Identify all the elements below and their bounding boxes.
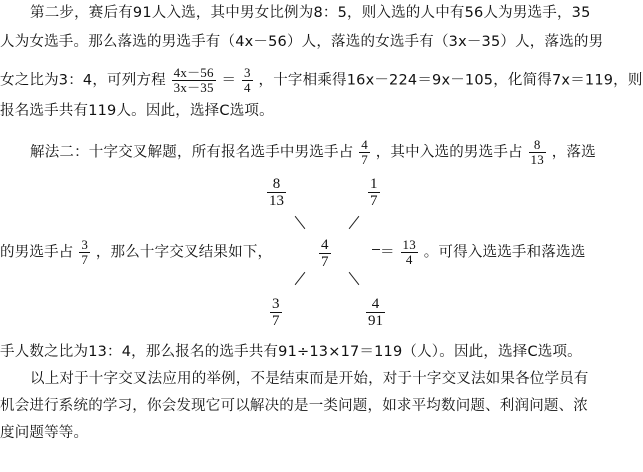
equation-fraction-left	[172, 66, 216, 95]
cross-center-numerator: 4	[321, 237, 329, 253]
cross-stroke-bottom-left	[295, 272, 306, 285]
cross-stroke-bottom-right	[349, 272, 360, 285]
selected-male-denominator: 13	[530, 152, 544, 167]
p2-line1-text-b: ，其中入选的男选手占	[375, 144, 523, 161]
cross-stroke-top-left	[295, 216, 306, 229]
p2-line2-right	[380, 238, 585, 267]
p2-line1-text-c: ，落选	[551, 144, 596, 161]
p1-line3-text-a: 女之比为3：4，可列方程	[0, 72, 166, 89]
cross-top-right-numerator: 1	[370, 176, 378, 192]
male-share-numerator: 4	[361, 137, 368, 152]
p1-line2: 人为女选手。那么落选的男选手有（4x－56）人，落选的女选手有（3x－35）人，落选的男	[0, 34, 604, 50]
p3-line3: 度问题等等。	[0, 425, 89, 441]
cross-center-denominator: 7	[321, 254, 329, 270]
cross-bottom-right-fraction	[366, 296, 385, 329]
p1-line3	[0, 66, 643, 95]
p2-line2-left	[0, 238, 272, 267]
p3-line1: 以上对于十字交叉法应用的举例，不是结束而是开始，对于十字交叉法如果各位学员有	[30, 371, 589, 387]
ratio-result-numerator: 13	[402, 237, 416, 252]
cross-bottom-right-numerator: 4	[366, 296, 385, 313]
eq-numerator: 4x－56	[173, 65, 214, 80]
p2-line2-text-a: 的男选手占	[0, 244, 74, 261]
p3-line2: 机会进行系统的学习，你会发现它可以解决的是一类问题，如求平均数问题、利润问题、浓	[0, 398, 588, 414]
male-share-fraction	[359, 138, 370, 167]
cross-stroke-top-right	[349, 216, 360, 229]
cross-center-fraction	[319, 237, 331, 270]
p1-line1: 第二步，赛后有91人入选，其中男女比例为8：5，则入选的人中有56人为男选手，35	[30, 5, 591, 21]
equation-fraction-right	[242, 66, 253, 95]
cross-top-right-denominator: 7	[370, 193, 378, 209]
p2-line3: 手人数之比为13：4，那么报名的选手共有91÷13×17＝119（人）。因此，选择C选项。	[0, 344, 582, 360]
unselected-male-denominator: 7	[81, 252, 89, 267]
ratio-result-denominator: 4	[405, 252, 413, 267]
p2-line1-text-a: 解法二：十字交叉解题，所有报名选手中男选手占	[30, 144, 354, 161]
cross-top-left-denominator: 13	[269, 193, 284, 209]
cross-top-right-fraction	[368, 176, 380, 209]
p2-line2-equals: ＝	[380, 244, 395, 261]
cross-bottom-left-denominator: 7	[272, 313, 280, 329]
unselected-male-numerator: 3	[81, 237, 89, 252]
selected-male-numerator: 8	[529, 138, 546, 153]
cross-top-left-fraction	[267, 176, 286, 209]
eq-equals: ＝	[221, 72, 237, 89]
eq-right-denominator: 4	[244, 80, 251, 95]
cross-dash	[372, 249, 380, 250]
eq-denominator: 3x－35	[173, 80, 214, 95]
male-share-denominator: 7	[361, 152, 368, 167]
p2-line2-text-b: ，那么十字交叉结果如下，	[95, 244, 273, 261]
cross-top-left-numerator: 8	[267, 176, 286, 193]
p2-line2-text-d: 。可得入选选手和落选选	[423, 244, 586, 261]
cross-bottom-right-denominator: 91	[368, 313, 383, 329]
cross-bottom-left-numerator: 3	[272, 296, 280, 312]
cross-bottom-left-fraction	[270, 296, 282, 329]
eq-right-numerator: 3	[244, 65, 251, 80]
selected-male-fraction	[529, 138, 546, 167]
p1-line4: 报名选手共有119人。因此，选择C选项。	[0, 103, 274, 119]
ratio-result-fraction	[401, 238, 418, 267]
p2-line1	[30, 138, 596, 167]
p1-line3-text-b: ，十字相乘得16x－224＝9x－105，化简得7x＝119，则	[258, 72, 643, 89]
unselected-male-fraction	[79, 238, 90, 267]
